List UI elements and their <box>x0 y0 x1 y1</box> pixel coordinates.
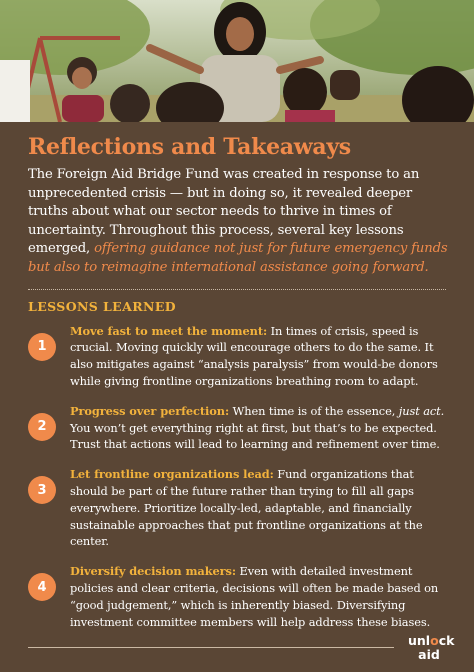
lesson-title: Diversify decision makers: <box>70 564 236 579</box>
lesson-number-badge: 2 <box>28 413 56 441</box>
lesson-number-badge: 3 <box>28 476 56 504</box>
lesson-body: Even with detailed investment policies and clear criteria, decisions will often be made based on “good judgement,” which is inherently biased. Diversifying investment committee members will help address these biases. <box>70 564 439 629</box>
footer-divider <box>28 647 394 648</box>
lesson-title: Let frontline organizations lead: <box>70 467 274 482</box>
lesson-text <box>70 563 448 630</box>
intro-highlight: offering guidance not just for future emergency funds but also to reimagine international assistance going forward. <box>28 241 448 275</box>
main-content <box>28 134 448 643</box>
lesson-item-3 <box>28 466 448 550</box>
lesson-body-post: You won’t get everything right at first, but that’s to be expected. Trust that actions will lead to learning and refinement over time. <box>70 420 440 452</box>
lesson-text <box>70 323 448 390</box>
logo-text-a: unl <box>408 633 431 648</box>
lesson-body: Fund organizations that should be part of the future rather than trying to fill all gaps everywhere. Prioritize locally-led, adaptable, and financially sustainable approaches that put frontline organizations at the center. <box>70 467 423 549</box>
lesson-number-badge: 4 <box>28 573 56 601</box>
lesson-text <box>70 466 448 550</box>
lesson-item-4 <box>28 563 448 630</box>
logo-line-1 <box>408 633 455 648</box>
unlock-aid-logo <box>408 633 455 662</box>
lesson-number-badge: 1 <box>28 333 56 361</box>
lesson-item-1 <box>28 323 448 390</box>
header-photo <box>0 0 474 122</box>
lesson-text <box>70 403 448 453</box>
page-title: Reflections and Takeaways <box>28 134 351 160</box>
lesson-item-2 <box>28 403 448 453</box>
lesson-title: Progress over perfection: <box>70 403 230 418</box>
dotted-divider <box>28 289 446 290</box>
section-heading: LESSONS LEARNED <box>28 298 176 314</box>
lesson-title: Move fast to meet the moment: <box>70 323 268 338</box>
lesson-body-italic: just act. <box>398 403 445 418</box>
lesson-body: In times of crisis, speed is crucial. Moving quickly will encourage others to do the same. It also mitigates against “analysis paralysis” from would-be donors while giving frontline organizations breathing room to adapt. <box>70 323 438 388</box>
header-photo-illustration <box>0 0 474 122</box>
logo-lock-o: o <box>430 633 439 648</box>
lesson-body-pre: When time is of the essence, <box>229 403 399 418</box>
logo-text-b: ck <box>438 633 455 648</box>
logo-line-2: aid <box>418 647 440 662</box>
intro-text: The Foreign Aid Bridge Fund was created in response to an unprecedented crisis — but in doing so, it revealed deeper truths about what our sector needs to thrive in times of uncertainty. Throughout this process, several key lessons emerged, <box>28 167 420 257</box>
intro-paragraph <box>28 166 448 278</box>
